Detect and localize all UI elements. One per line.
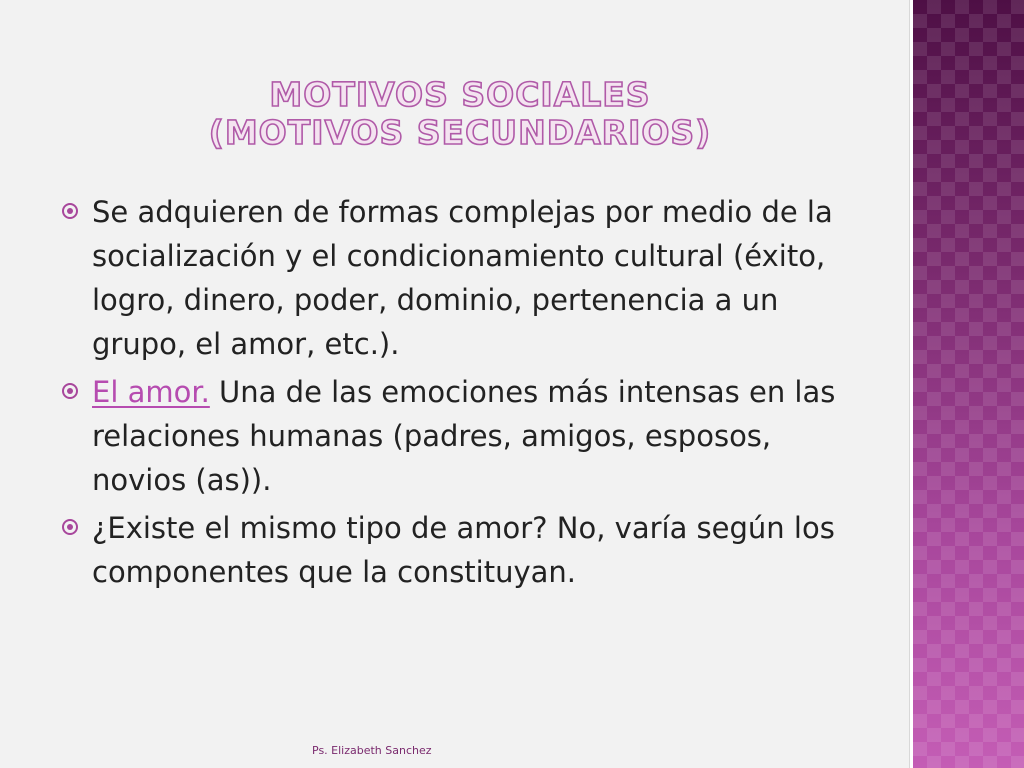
decorative-side-panel [913,0,1024,768]
bullet-item-3 [62,506,862,594]
bullet-text: ¿Existe el mismo tipo de amor? No, varía según los componentes que la constituyan. [92,511,835,589]
footer-author: Ps. Elizabeth Sanchez [312,744,432,757]
bullet-list [62,190,862,598]
bullet-circle-icon [62,383,78,399]
slide-title [60,76,860,152]
el-amor-link[interactable]: El amor. [92,375,210,409]
bullet-text: Se adquieren de formas complejas por medio de la socialización y el condicionamiento cultural (éxito, logro, dinero, poder, dominio, pertenencia a un grupo, el amor, etc.). [92,195,833,361]
bullet-circle-icon [62,203,78,219]
bullet-item-2 [62,370,862,502]
bullet-item-1 [62,190,862,366]
bullet-text: Una de las emociones más intensas en las relaciones humanas (padres, amigos, esposos, novios (as)). [92,375,836,497]
bullet-circle-icon [62,519,78,535]
title-line-1: MOTIVOS SOCIALES [269,75,651,114]
title-line-2: (MOTIVOS SECUNDARIOS) [208,113,712,152]
